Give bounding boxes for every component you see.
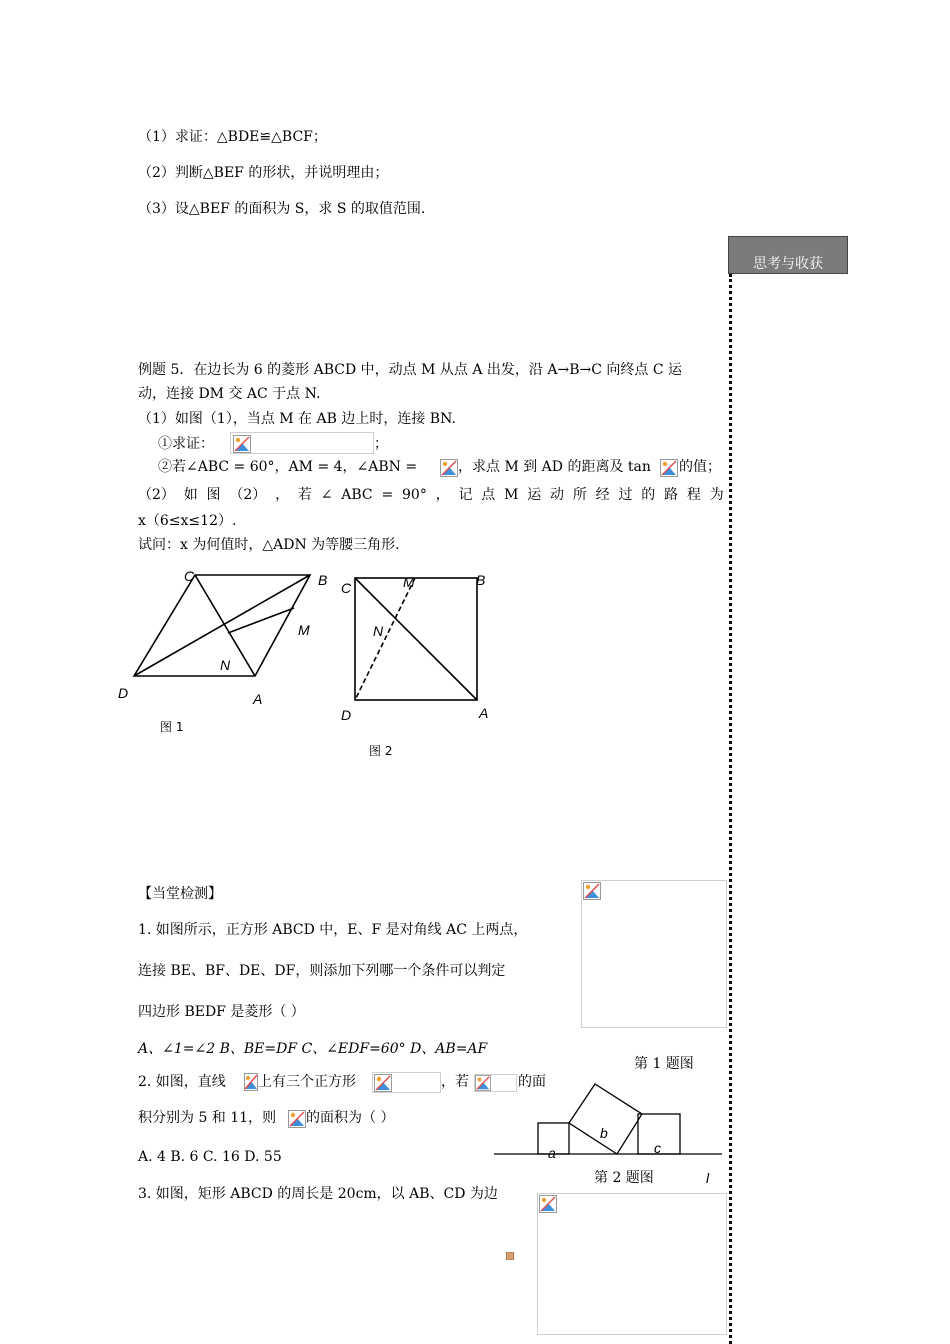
formula-image-placeholder xyxy=(372,1072,441,1093)
q3-figure-placeholder xyxy=(537,1193,727,1335)
label-a: A xyxy=(253,691,263,707)
broken-image-icon xyxy=(539,1195,557,1213)
q1-figure-caption: 第 1 题图 xyxy=(634,1056,694,1072)
test-q2-line1-c: ，若 xyxy=(441,1074,469,1090)
label-c: C xyxy=(184,568,195,584)
formula-image-placeholder xyxy=(230,432,374,454)
test-heading: 【当堂检测】 xyxy=(138,886,222,902)
broken-image-icon xyxy=(374,1074,392,1092)
label-d: D xyxy=(341,707,352,723)
figure1-caption: 图 1 xyxy=(160,720,184,734)
example5-line2: 动，连接 DM 交 AC 于点 N. xyxy=(138,386,321,402)
test-q1-options: A、∠1=∠2 B、BE=DF C、∠EDF=60° D、AB=AF xyxy=(138,1041,488,1057)
test-q3-line1: 3. 如图，矩形 ABCD 的周长是 20cm，以 AB、CD 为边 xyxy=(138,1186,498,1202)
sub2-word: 如 xyxy=(183,487,198,503)
sub2-word: 运 xyxy=(527,487,542,503)
label-c: c xyxy=(654,1140,661,1156)
test-q2-options: A. 4 B. 6 C. 16 D. 55 xyxy=(138,1149,282,1165)
label-b: b xyxy=(600,1125,608,1141)
sub2-word: 动 xyxy=(550,487,565,503)
example5-sub1b-a: ②若∠ABC = 60°，AM = 4，∠ABN = xyxy=(158,459,418,475)
sub2-word: 路 xyxy=(664,487,679,503)
label-n: N xyxy=(220,657,231,673)
example5-sub1b-b: ，求点 M 到 AD 的距离及 tan xyxy=(458,459,651,475)
label-l: l xyxy=(706,1170,710,1186)
label-d: D xyxy=(118,685,129,701)
question-part-1: （1）求证：△BDE≌△BCF； xyxy=(138,129,327,145)
test-q2-line1-b: 上有三个正方形 xyxy=(258,1074,356,1090)
broken-image-icon xyxy=(233,435,251,453)
sub2-word: ， xyxy=(275,487,290,503)
test-q1-line2: 连接 BE、BF、DE、DF，则添加下列哪一个条件可以判定 xyxy=(138,963,506,979)
label-m: M xyxy=(403,574,415,590)
sub2-word: 若 xyxy=(297,487,312,503)
sub2-word: 90° xyxy=(402,487,427,503)
line-nb xyxy=(228,608,294,633)
label-m: M xyxy=(298,622,310,638)
test-q2-line2-b: 的面积为（ ） xyxy=(306,1110,395,1126)
q1-figure-placeholder xyxy=(581,880,727,1028)
label-b: B xyxy=(318,572,328,588)
sub2-word: （2） xyxy=(138,487,175,503)
example5-sub1a-prefix: ①求证： xyxy=(158,436,214,452)
test-q1-line1: 1. 如图所示，正方形 ABCD 中，E、F 是对角线 AC 上两点， xyxy=(138,922,528,938)
sub2-word: 经 xyxy=(595,487,610,503)
small-image-marker xyxy=(506,1252,514,1260)
dashed-line-dm xyxy=(355,578,415,700)
example5-sub1b-c: 的值； xyxy=(679,459,721,475)
sub2-word: 记 xyxy=(458,487,473,503)
sub2-word: 程 xyxy=(686,487,701,503)
test-q2-line2-a: 积分别为 5 和 11，则 xyxy=(138,1110,277,1126)
example5-line1: 例题 5．在边长为 6 的菱形 ABCD 中，动点 M 从点 A 出发，沿 A→B→C 向终点 C 运 xyxy=(138,362,682,378)
sub2-word: 过 xyxy=(618,487,633,503)
label-n: N xyxy=(373,623,384,639)
sub2-word: 图 xyxy=(206,487,221,503)
test-q2-line1-a: 2. 如图，直线 xyxy=(138,1074,226,1090)
label-c: C xyxy=(341,580,352,596)
sub2-word: ， xyxy=(435,487,450,503)
broken-image-icon xyxy=(244,1073,258,1091)
example5-sub2-line3: 试问：x 为何值时，△ADN 为等腰三角形. xyxy=(138,537,400,553)
label-a: A xyxy=(479,705,489,721)
q2-figure-caption: 第 2 题图 xyxy=(594,1170,654,1186)
example5-sub1a-suffix: ； xyxy=(374,436,388,452)
sub2-word: （2） xyxy=(229,487,267,503)
sidebar-title: 思考与收获 xyxy=(753,256,823,272)
figure1-rhombus xyxy=(110,565,340,745)
sidebar-header xyxy=(728,236,848,274)
question-part-3: （3）设△BEF 的面积为 S，求 S 的取值范围. xyxy=(138,201,426,217)
question-part-2: （2）判断△BEF 的形状，并说明理由； xyxy=(138,165,389,181)
test-q2-line1-d: 的面 xyxy=(518,1074,546,1090)
sub2-word: 为 xyxy=(709,487,724,503)
label-a: a xyxy=(548,1145,556,1161)
broken-image-icon xyxy=(475,1075,491,1091)
sub2-word: M xyxy=(504,487,519,503)
sub2-word: = xyxy=(381,487,394,503)
broken-image-icon xyxy=(583,882,601,900)
diagonal-ca xyxy=(355,578,477,700)
example5-sub1: （1）如图（1），当点 M 在 AB 边上时，连接 BN. xyxy=(138,411,456,427)
sub2-word: 的 xyxy=(641,487,656,503)
broken-image-icon xyxy=(288,1110,306,1128)
sub2-word: 所 xyxy=(572,487,587,503)
label-b: B xyxy=(476,572,486,588)
square-b xyxy=(569,1084,642,1154)
sub2-word: 点 xyxy=(481,487,496,503)
example5-sub2-line1 xyxy=(138,486,724,504)
figure2-caption: 图 2 xyxy=(369,744,393,758)
example5-sub2-line2: x（6≤x≤12）. xyxy=(138,513,237,529)
figure2-square xyxy=(335,570,505,760)
broken-image-icon xyxy=(660,459,678,477)
sub2-word: ABC xyxy=(341,487,373,503)
broken-image-icon xyxy=(440,459,458,477)
test-q1-line3: 四边形 BEDF 是菱形（ ） xyxy=(138,1004,305,1020)
sub2-word: ∠ xyxy=(320,487,333,503)
